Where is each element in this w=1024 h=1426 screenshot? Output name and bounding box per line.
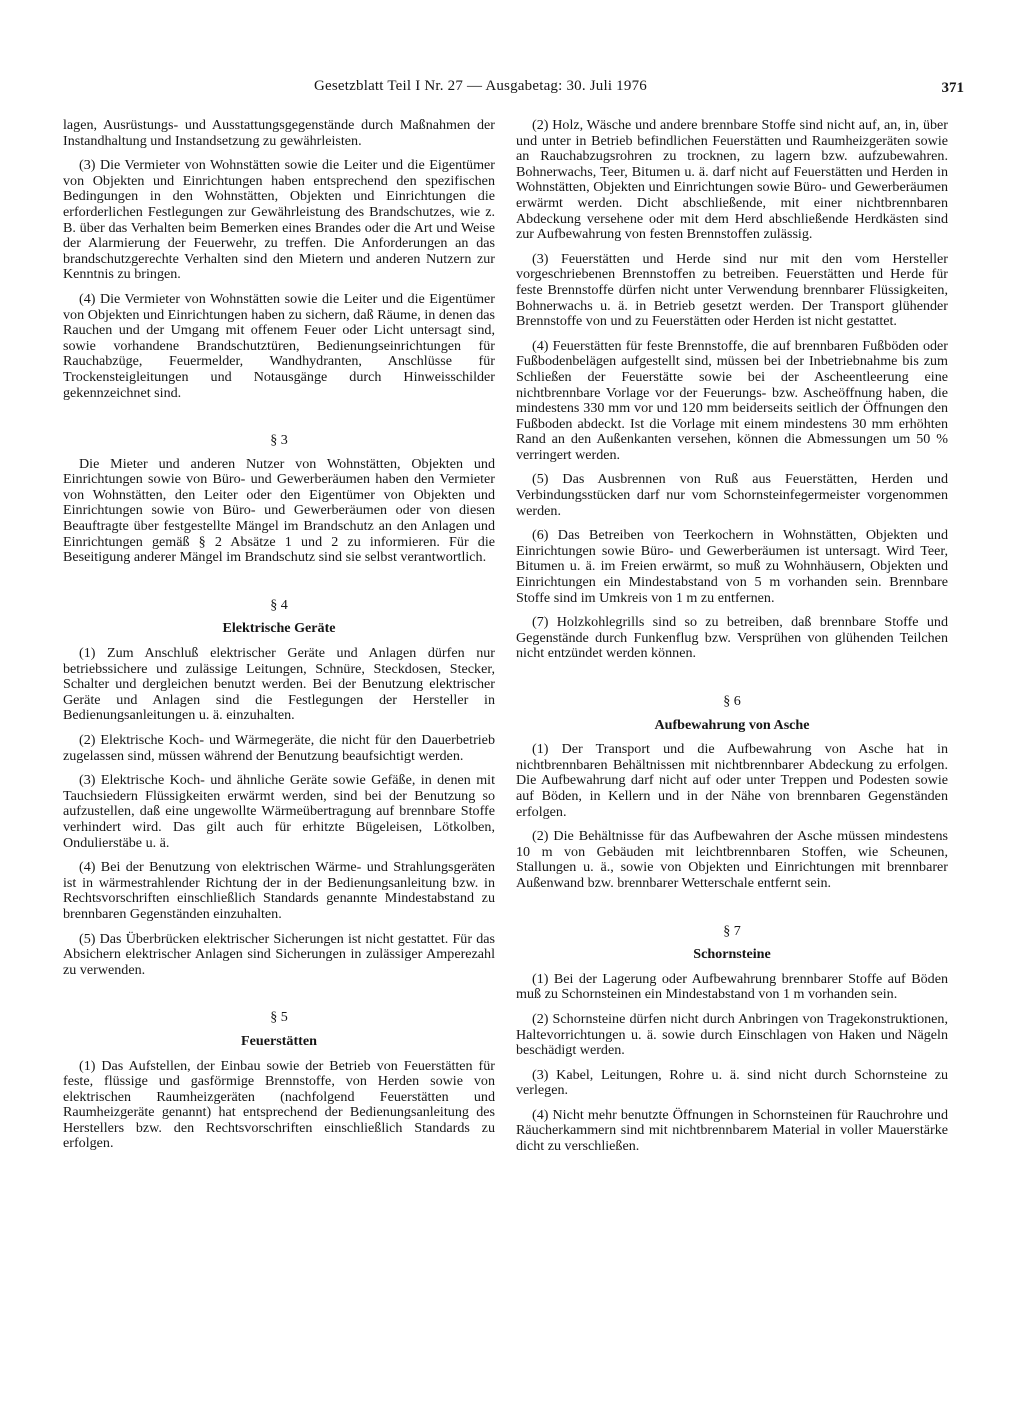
paragraph: (5) Das Ausbrennen von Ruß aus Feuerstätten, Herden und Verbindungsstücken darf nur vom Schornsteinfegermeister vorgenommen werden.	[516, 471, 948, 519]
paragraph: (1) Zum Anschluß elektrischer Geräte und Anlagen dürfen nur betriebssichere und zulässige Leitungen, Schnüre, Steckdosen, Stecker, Schalter und dergleichen benutzt werden. Bei der Benutzung elektrischer Geräte und Anlagen sind die Festlegungen der Hersteller in Bedienungsanleitungen u. ä. einzuhalten.	[63, 645, 495, 724]
paragraph: (4) Die Vermieter von Wohnstätten sowie die Leiter und die Eigentümer von Objekten und Einrichtungen haben zu sichern, daß Räume, in denen das Rauchen und der Umgang mit offenem Feuer oder Licht untersagt sind, sowie vorhandene Brandschutztüren, Bedienungseinrichtungen für Rauchabzüge, Feuermelder, Wandhydranten, Anschlüsse für Trockensteigleitungen und Notausgänge durch Hinweisschilder gekennzeichnet sind.	[63, 290, 495, 401]
paragraph: (2) Elektrische Koch- und Wärmegeräte, die nicht für den Dauerbetrieb zugelassen sind, müssen während der Benutzung beaufsichtigt werden.	[63, 732, 495, 764]
section-title: Aufbewahrung von Asche	[654, 716, 810, 733]
paragraph: (1) Das Aufstellen, der Einbau sowie der Betrieb von Feuerstätten für feste, flüssige und gasförmige Brennstoffe, von Herden sowie von elektrischen Raumheizgeräten (nachfolgend Feuerstätten und Raumheizgeräte genannt) hat entsprechend der Bedienungsanleitung des Herstellers bzw. den Rechtsvorschriften einschließlich Standards zu erfolgen.	[63, 1057, 495, 1152]
paragraph: (4) Bei der Benutzung von elektrischen Wärme- und Strahlungsgeräten ist in wärmestrahlender Richtung der in der Bedienungsanleitung bzw. in Rechtsvorschriften einschließlich Standards genannte Mindestabstand zu brennbaren Gegenständen einzuhalten.	[63, 859, 495, 922]
section-title: Feuerstätten	[241, 1032, 317, 1049]
section-heading: § 6	[723, 693, 741, 709]
paragraph: (2) Holz, Wäsche und andere brennbare Stoffe sind nicht auf, an, in, über und unter in Betrieb befindlichen Feuerstätten und Raumheizgeräten sowie an Rauchabzugsrohren zu trocknen, zu lagern bzw. aufzubewahren. Bohnerwachs, Teer, Bitumen u. ä. darf nicht auf Feuerstätten und Herden in Wohnstätten, Objekten und Einrichtungen sowie Büro- und Gewerberäumen erwärmt werden. Dicht abschließende, mit einer nichtbrennbaren Abdeckung versehene oder mit dem Herd abschließende Herdkästen sind zur Aufbewahrung von festen Brennstoffen zulässig.	[516, 117, 948, 243]
section-heading: § 7	[723, 922, 741, 939]
paragraph: (5) Das Überbrücken elektrischer Sicherungen ist nicht gestattet. Für das Absichern elektrischer Anlagen sind Sicherungen in zulässiger Amperezahl zu verwenden.	[63, 930, 495, 978]
section-heading: § 3	[270, 432, 288, 449]
paragraph: (3) Feuerstätten und Herde sind nur mit den vom Hersteller vorgeschriebenen Brennstoffen zu betreiben. Feuerstätten und Herde für feste Brennstoffe dürfen nicht unter Verwendung brennbarer Flüssigkeiten, Bohnerwachs u. ä. in Betrieb gesetzt werden. Der Transport glühender Brennstoffe von und zu Feuerstätten oder Herden ist nicht gestattet.	[516, 250, 948, 330]
section-title: Elektrische Geräte	[222, 620, 336, 637]
paragraph: (7) Holzkohlegrills sind so zu betreiben, daß brennbare Stoffe und Gegenstände durch Funkenflug bzw. Versprühen von glühenden Teilchen nicht entzündet werden können.	[516, 614, 948, 662]
section-heading: § 4	[270, 596, 288, 613]
paragraph: (4) Feuerstätten für feste Brennstoffe, die auf brennbaren Fußböden oder Fußbodenbelägen aufgestellt sind, müssen bei der Inbetriebnahme bis zum Schließen der Feuerstätte sowie bei der Ascheentleerung eine nichtbrennbare Vorlage vor der Feuerungs- bzw. Ascheöffnung haben, die mindestens 330 mm vor und 120 mm beiderseits seitlich der Öffnungen den Fußboden abdeckt. Ist die Vorlage mit einem mindestens 30 mm erhöhten Rand an den Außenkanten versehen, können die Abmessungen um 50 % verringert werden.	[516, 337, 948, 463]
right-column	[516, 118, 948, 1164]
paragraph: (2) Die Behältnisse für das Aufbewahren der Asche müssen mindestens 10 m von Gebäuden mit leichtbrennbaren Stoffen, wie Scheunen, Stallungen u. ä., sowie von Objekten und Einrichtungen mit brennbarer Außenwand bzw. brennbarer Wetterschale entfernt sein.	[516, 828, 948, 891]
paragraph: (3) Kabel, Leitungen, Rohre u. ä. sind nicht durch Schornsteine zu verlegen.	[516, 1066, 948, 1099]
paragraph: (1) Der Transport und die Aufbewahrung von Asche hat in nichtbrennbaren Behältnissen mit nichtbrennbarer Abdeckung zu erfolgen. Die Aufbewahrung darf nicht auf oder unter Treppen und Podesten sowie auf Böden, in Kellern und in der Nähe von brennbaren Gegenständen erfolgen.	[516, 741, 948, 820]
running-head: Gesetzblatt Teil I Nr. 27 — Ausgabetag: 30. Juli 1976	[314, 78, 647, 94]
paragraph: (1) Bei der Lagerung oder Aufbewahrung brennbarer Stoffe auf Böden muß zu Schornsteinen ein Mindestabstand von 1 m vorhanden sein.	[516, 970, 948, 1003]
page-header	[60, 78, 964, 108]
paragraph: (2) Schornsteine dürfen nicht durch Anbringen von Tragekonstruktionen, Haltevorrichtungen u. ä. sowie durch Einschlagen von Haken und Nägeln beschädigt werden.	[516, 1010, 948, 1059]
left-column	[63, 118, 495, 1161]
section-heading: § 5	[270, 1009, 288, 1026]
paragraph: (3) Elektrische Koch- und ähnliche Geräte sowie Gefäße, in denen mit Tauchsiedern Flüssigkeiten erwärmt werden, sind bei der Benutzung so aufzustellen, daß eine ungewollte Wärmeübertragung auf brennbare Stoffe verhindert wird. Das gilt auch für erhitzte Bügeleisen, Lötkolben, Ondulierstäbe u. ä.	[63, 772, 495, 851]
paragraph: (3) Die Vermieter von Wohnstätten sowie die Leiter und die Eigentümer von Objekten und Einrichtungen haben entsprechend den spezifischen Bedingungen in den Wohnstätten, Objekten und Einrichtungen die erforderlichen Festlegungen zur Gewährleistung des Brandschutzes, wie z. B. über das Verhalten beim Bemerken eines Brandes oder die Art und Weise der Alarmierung der Feuerwehr, zu treffen. Die Anforderungen an das brandschutzgerechte Verhalten sind den Mietern und anderen Nutzern zur Kenntnis zu bringen.	[63, 157, 495, 283]
section-title: Schornsteine	[693, 946, 771, 963]
paragraph: (4) Nicht mehr benutzte Öffnungen in Schornsteinen für Rauchrohre und Räucherkammern sind mit nichtbrennbarem Material in voller Mauerstärke dicht zu verschließen.	[516, 1106, 948, 1155]
page-number: 371	[941, 80, 964, 96]
paragraph: (6) Das Betreiben von Teerkochern in Wohnstätten, Objekten und Einrichtungen sowie Büro- und Gewerberäumen ist untersagt. Wird Teer, Bitumen u. ä. im Freien erwärmt, so muß zu Wohnhäusern, Objekten und Einrichtungen ein Mindestabstand von 5 m vorhanden sein. Brennbare Stoffe sind im Umkreis von 1 m zu entfernen.	[516, 527, 948, 606]
paragraph: lagen, Ausrüstungs- und Ausstattungsgegenstände durch Maßnahmen der Instandhaltung und Instandsetzung zu gewährleisten.	[63, 117, 495, 149]
paragraph: Die Mieter und anderen Nutzer von Wohnstätten, Objekten und Einrichtungen sowie von Büro- und Gewerberäumen haben den Vermieter von Wohnstätten, den Leiter oder den Eigentümer von Objekten und Einrichtungen sowie von Büro- und Gewerberäumen oder von diesen Beauftragte über festgestellte Mängel im Brandschutz an den Anlagen und Einrichtungen gemäß § 2 Absätze 1 und 2 zu informieren. Für die Beseitigung anderer Mängel im Brandschutz sind sie selbst verantwortlich.	[63, 455, 495, 566]
